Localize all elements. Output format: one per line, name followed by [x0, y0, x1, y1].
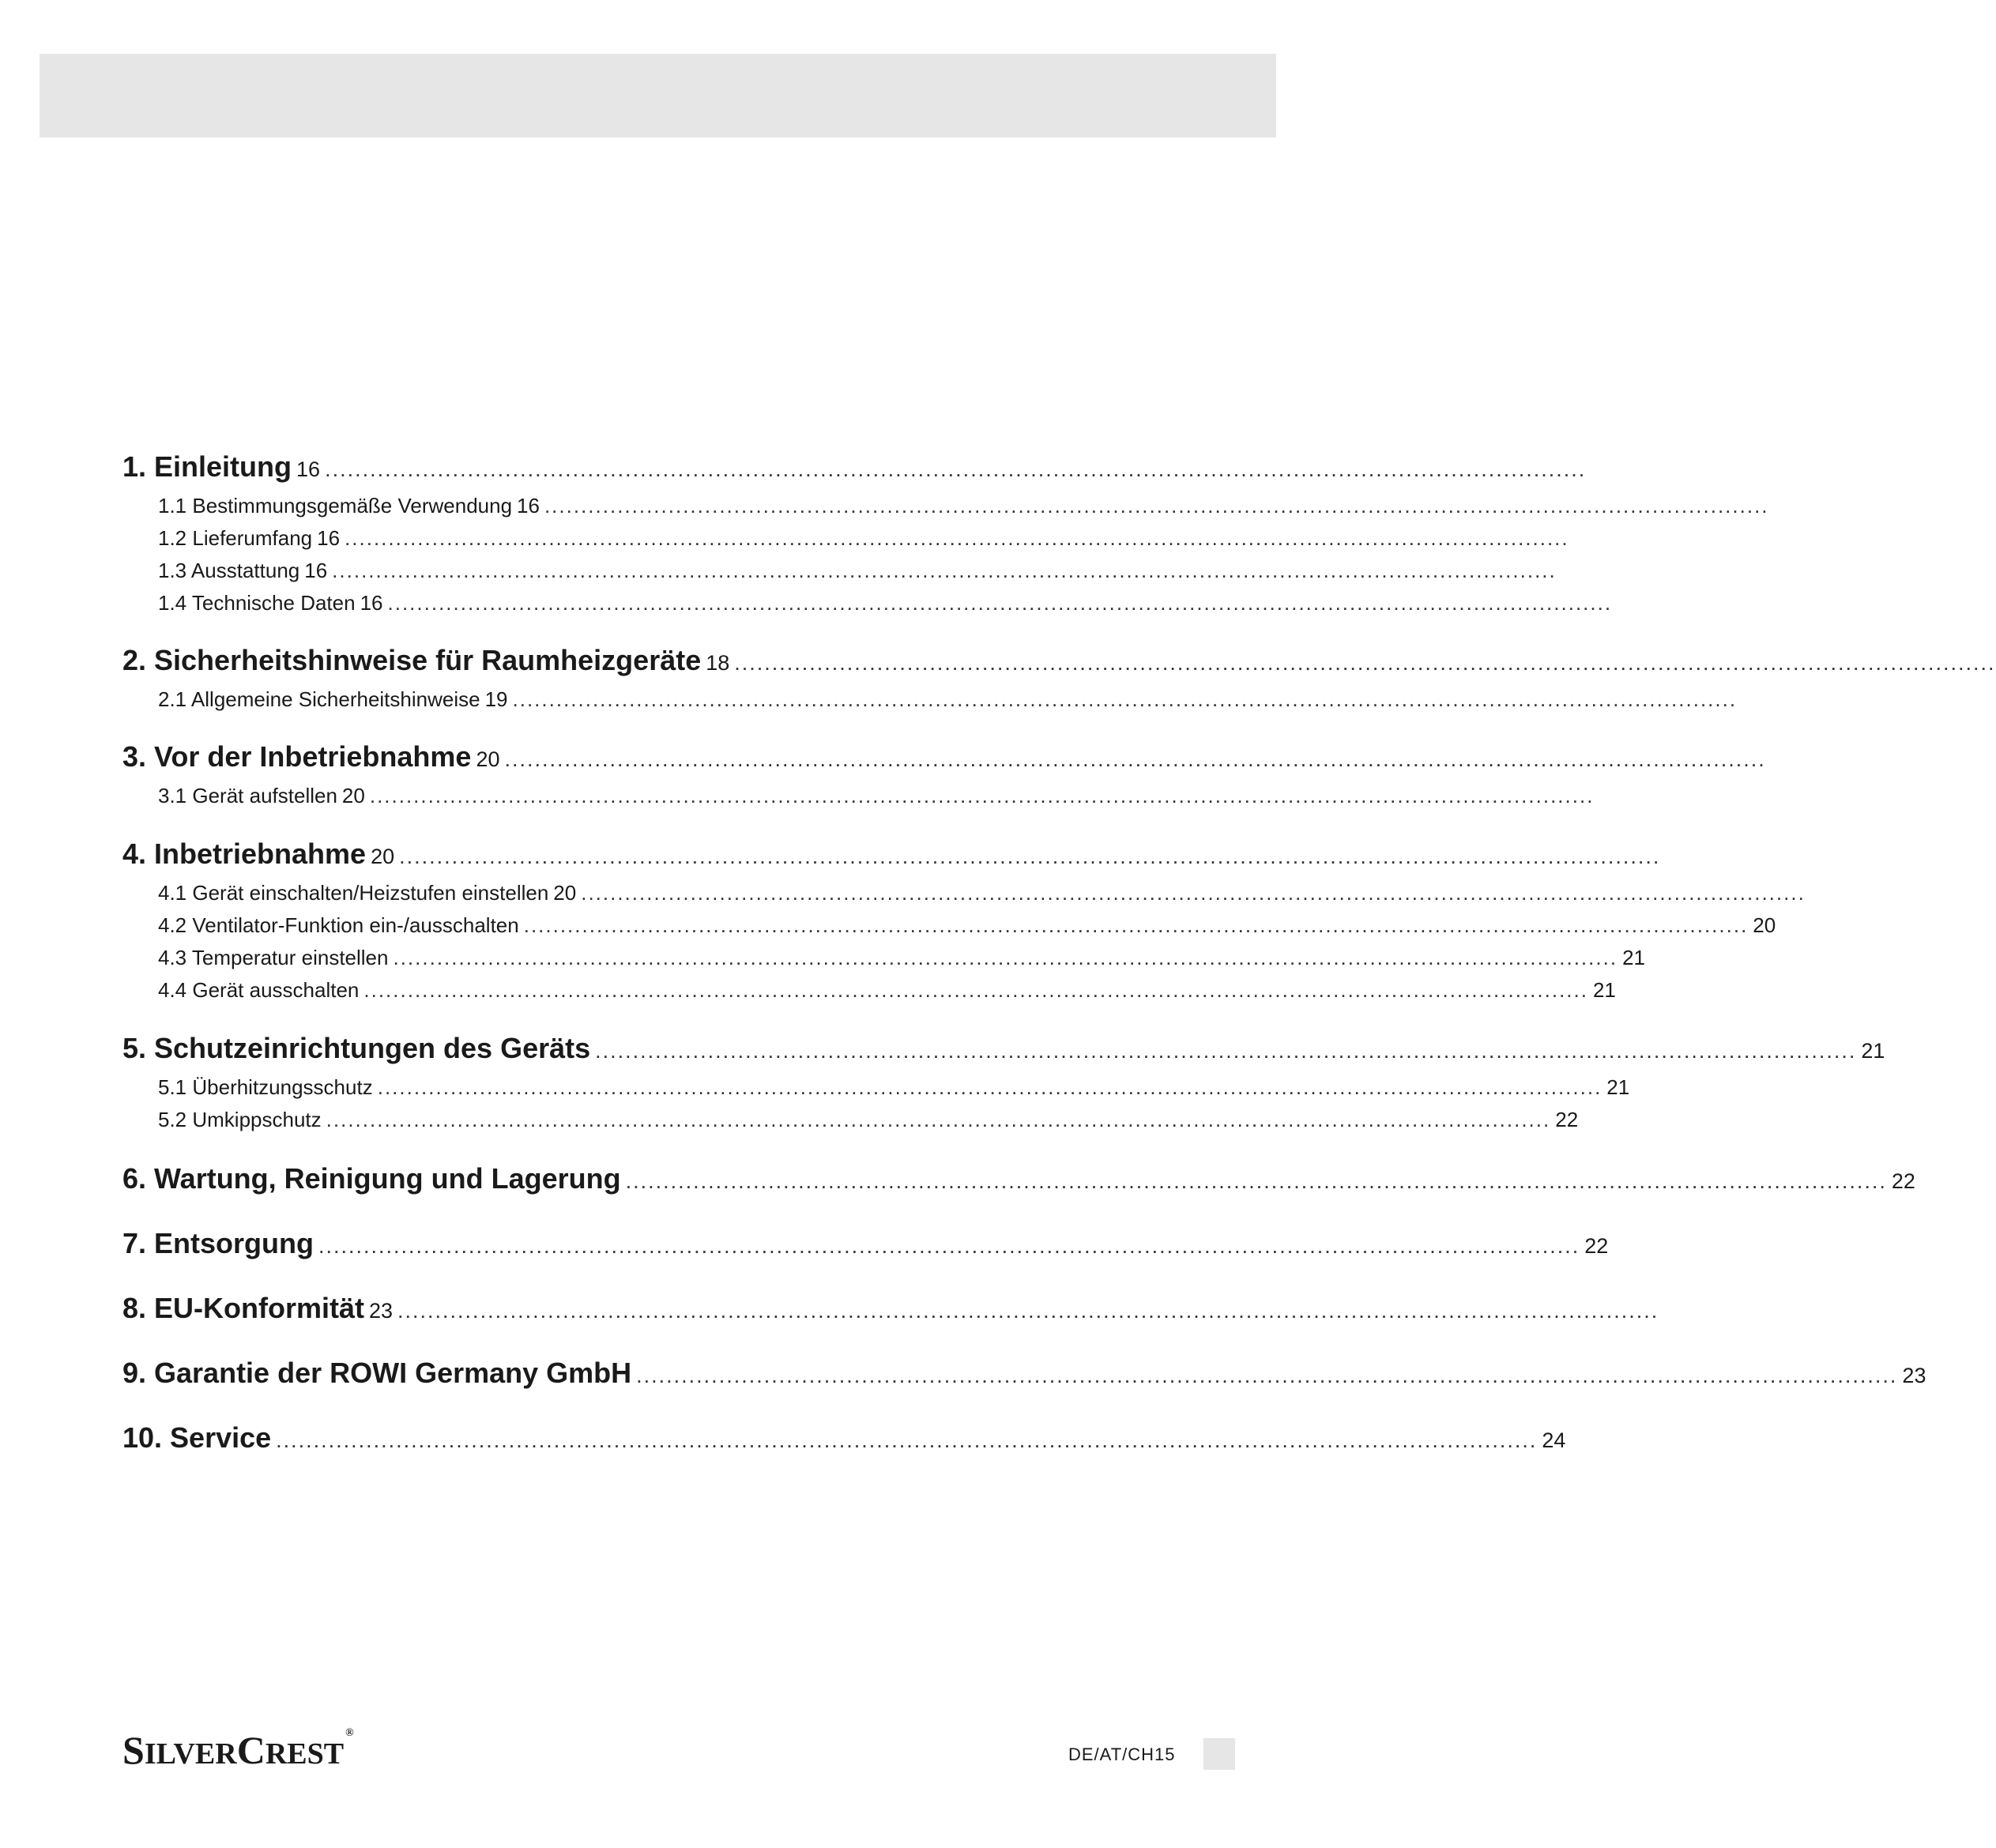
- toc-subsection-title: 4.4 Gerät ausschalten: [158, 978, 360, 1002]
- toc-chapter-8[interactable]: [122, 1292, 1659, 1325]
- dot-leader: ........................................................................................................................................................................: [325, 457, 1587, 481]
- dot-leader: ........................................................................................................................................................................: [345, 526, 1569, 550]
- toc-chapter-10[interactable]: [122, 1421, 1566, 1455]
- toc-page-number: 20: [476, 747, 500, 771]
- toc-page-number: 22: [1891, 1169, 1915, 1193]
- toc-chapter-title: 10. Service: [122, 1421, 272, 1454]
- toc-chapter-title: 2. Sicherheitshinweise für Raumheizgeräte: [122, 644, 702, 676]
- toc-page-number: 16: [317, 526, 341, 550]
- toc-subsection-1-2[interactable]: [158, 526, 1569, 551]
- toc-subsection-4-3[interactable]: [158, 946, 1645, 970]
- dot-leader: ........................................................................................................................................................................: [326, 1108, 1551, 1131]
- toc-subsection-1-1[interactable]: [158, 494, 1769, 518]
- toc-page-number: 20: [341, 784, 365, 807]
- toc-subsection-title: 5.1 Überhitzungsschutz: [158, 1075, 373, 1099]
- toc-subsection-title: 1.1 Bestimmungsgemäße Verwendung: [158, 494, 513, 518]
- toc-subsection-5-1[interactable]: [158, 1075, 1630, 1100]
- toc-page-number: 22: [1555, 1108, 1579, 1131]
- toc-page-number: 19: [484, 687, 508, 711]
- toc-chapter-3[interactable]: [122, 740, 1766, 773]
- dot-leader: ........................................................................................................................................................................: [595, 1039, 1857, 1063]
- dot-leader: ........................................................................................................................................................................: [523, 913, 1749, 937]
- dot-leader: ........................................................................................................................................................................: [377, 1075, 1602, 1099]
- toc-chapter-title: 7. Entsorgung: [122, 1227, 314, 1259]
- toc-page-number: 22: [1584, 1234, 1609, 1258]
- toc-chapter-1[interactable]: [122, 450, 1587, 484]
- toc-subsection-4-2[interactable]: [158, 913, 1776, 938]
- toc-page-number: 24: [1542, 1428, 1566, 1452]
- toc-page-number: 20: [553, 881, 577, 905]
- toc-subsection-1-3[interactable]: [158, 559, 1557, 583]
- dot-leader: ........................................................................................................................................................................: [332, 559, 1557, 582]
- toc-chapter-7[interactable]: [122, 1227, 1609, 1260]
- toc-page-number: 16: [304, 559, 328, 582]
- toc-page-number: 16: [296, 457, 321, 481]
- toc-page-number: 23: [369, 1299, 394, 1323]
- dot-leader: ........................................................................................................................................................................: [734, 651, 1996, 675]
- toc-page-number: 16: [360, 591, 383, 615]
- dot-leader: ........................................................................................................................................................................: [369, 784, 1595, 807]
- toc-subsection-title: 3.1 Gerät aufstellen: [158, 784, 337, 807]
- toc-chapter-title: 9. Garantie der ROWI Germany GmbH: [122, 1357, 632, 1389]
- toc-chapter-title: 5. Schutzeinrichtungen des Geräts: [122, 1032, 591, 1064]
- dot-leader: ........................................................................................................................................................................: [625, 1169, 1887, 1193]
- toc-subsection-title: 4.3 Temperatur einstellen: [158, 946, 389, 969]
- dot-leader: ........................................................................................................................................................................: [363, 978, 1588, 1002]
- toc-subsection-2-1[interactable]: [158, 687, 1738, 712]
- toc-chapter-title: 3. Vor der Inbetriebnahme: [122, 740, 472, 773]
- toc-chapter-title: 8. EU-Konformität: [122, 1292, 364, 1324]
- dot-leader: ........................................................................................................................................................................: [581, 881, 1806, 905]
- toc-page-number: 21: [1622, 946, 1645, 969]
- dot-leader: ........................................................................................................................................................................: [393, 946, 1618, 969]
- dot-leader: ........................................................................................................................................................................: [318, 1234, 1580, 1258]
- toc-chapter-title: 6. Wartung, Reinigung und Lagerung: [122, 1162, 621, 1195]
- toc-chapter-4[interactable]: [122, 837, 1661, 871]
- toc-subsection-title: 1.4 Technische Daten: [158, 591, 356, 615]
- dot-leader: ........................................................................................................................................................................: [512, 687, 1738, 711]
- dot-leader: ........................................................................................................................................................................: [544, 494, 1769, 518]
- toc-page-number: 16: [517, 494, 540, 518]
- toc-chapter-5[interactable]: [122, 1032, 1885, 1065]
- toc-subsection-4-1[interactable]: [158, 881, 1806, 905]
- toc-subsection-5-2[interactable]: [158, 1108, 1579, 1132]
- dot-leader: ........................................................................................................................................................................: [399, 845, 1661, 868]
- toc-chapter-2[interactable]: [122, 644, 1996, 677]
- toc-page-number: 23: [1902, 1364, 1926, 1387]
- country-code: DE/AT/CH15: [1068, 1744, 1176, 1764]
- toc-chapter-title: 4. Inbetriebnahme: [122, 837, 367, 870]
- dot-leader: ........................................................................................................................................................................: [276, 1428, 1538, 1452]
- toc-page-number: 18: [706, 651, 730, 675]
- toc-page-number: 21: [1861, 1039, 1885, 1063]
- dot-leader: ........................................................................................................................................................................: [397, 1299, 1659, 1323]
- toc-subsection-4-4[interactable]: [158, 978, 1616, 1003]
- dot-leader: ........................................................................................................................................................................: [636, 1364, 1898, 1387]
- toc-subsection-title: 2.1 Allgemeine Sicherheitshinweise: [158, 687, 480, 711]
- toc-chapter-title: 1. Einleitung: [122, 450, 292, 483]
- toc-page-number: 20: [1753, 913, 1776, 937]
- toc-subsection-title: 4.1 Gerät einschalten/Heizstufen einstellen: [158, 881, 549, 905]
- dot-leader: ........................................................................................................................................................................: [504, 747, 1766, 771]
- toc-subsection-title: 5.2 Umkippschutz: [158, 1108, 322, 1131]
- toc-chapter-9[interactable]: [122, 1357, 1926, 1390]
- toc-subsection-title: 4.2 Ventilator-Funktion ein-/ausschalten: [158, 913, 519, 937]
- page-number-box: [1203, 1738, 1235, 1770]
- toc-page-number: 21: [1592, 978, 1616, 1002]
- silvercrest-logo: SILVERCREST®: [122, 1727, 354, 1772]
- toc-chapter-6[interactable]: [122, 1162, 1915, 1195]
- dot-leader: ........................................................................................................................................................................: [387, 591, 1613, 615]
- toc-subsection-1-4[interactable]: [158, 591, 1613, 615]
- toc-subsection-title: 1.2 Lieferumfang: [158, 526, 313, 550]
- toc-subsection-3-1[interactable]: [158, 784, 1595, 808]
- toc-page-number: 20: [371, 845, 395, 868]
- toc-subsection-title: 1.3 Ausstattung: [158, 559, 300, 582]
- toc-page-number: 21: [1606, 1075, 1630, 1099]
